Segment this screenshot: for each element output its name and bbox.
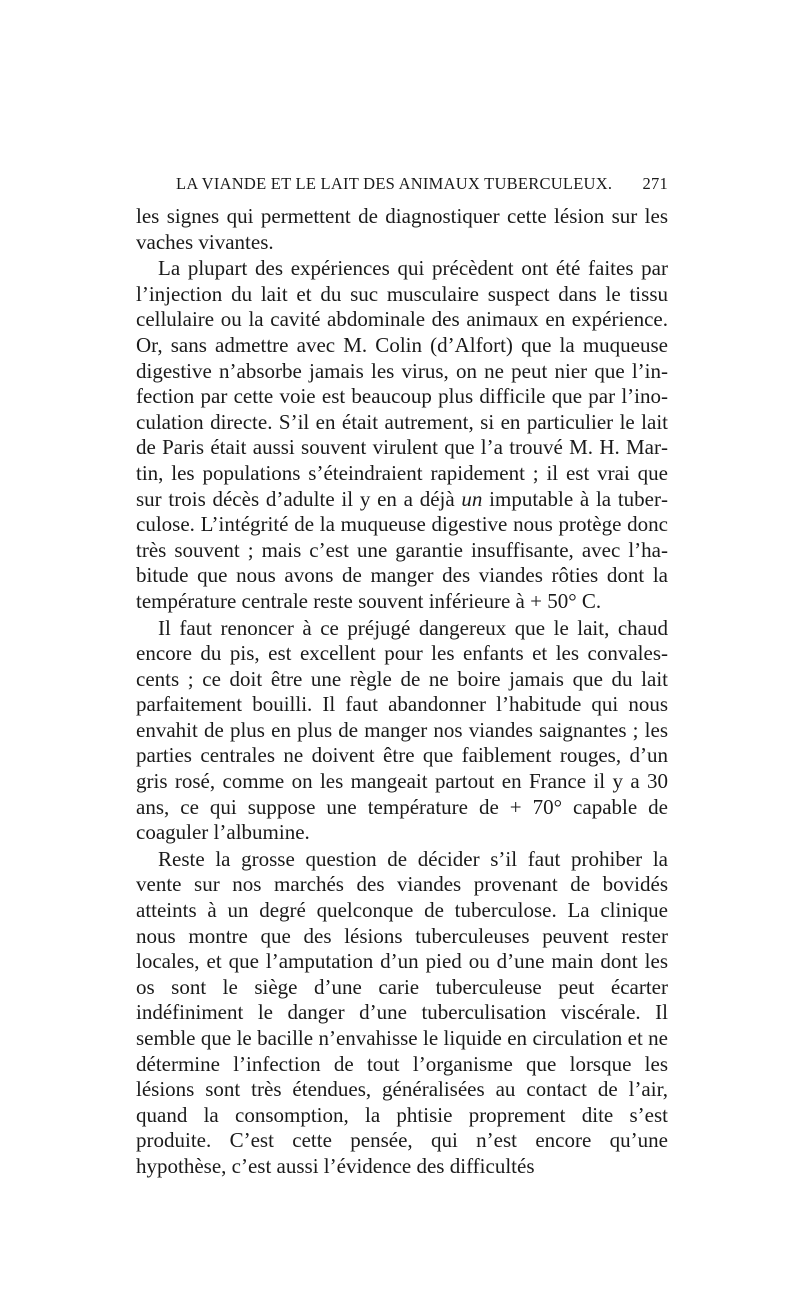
paragraph-continued: les signes qui permettent de diagnostiquer cette lésion sur les vaches vivantes.: [136, 204, 668, 254]
paragraph-lait-bouilli: Il faut renoncer à ce préjugé dangereux que le lait, chaud encore du pis, est excellent pour les enfants et les convalescents ; ce doit être une règle de ne boire jamais que du lait parfaitement bouilli. Il faut abandonner l’habitude qui nous envahit de plus en plus de manger nos viandes saignantes ; les parties centrales ne doivent être que faiblement rouges, d’un gris rosé, comme on les mangeait partout en France il y a 30 ans, ce qui suppose une température de + 70° capable de coaguler l’albumine.: [136, 615, 668, 845]
paragraph-prohibition: Reste la grosse question de décider s’il faut prohiber la vente sur nos marchés des viandes provenant de bovidés atteints à un degré quelconque de tuberculose. La clinique nous montre que des lésions tuberculeuses peuvent rester locales, et que l’amputation d’un pied ou d’une main dont les os sont le siège d’une carie tuberculeuse peut écarter indéfiniment le danger d’une tuberculisation viscérale. Il semble que le bacille n’envahisse le liquide en circulation et ne détermine l’infection de tout l’organisme que lorsque les lésions sont très étendues, généralisées au contact de l’air, quand la consomption, la phtisie proprement dite s’est produite. C’est cette pensée, qui n’est encore qu’une hypothèse, c’est aussi l’évidence des difficultés: [136, 846, 668, 1178]
emphasis-un: un: [461, 486, 483, 511]
paragraph-experiences-text: La plupart des expériences qui précèdent ont été faites par l’injection du lait et du suc musculaire suspect dans le tissu cellulaire ou la cavité abdominale des animaux en expérience. Or, sans admettre avec M. Colin (d’Alfort) que la muqueuse digestive n’absorbe jamais les virus, on ne peut nier que l’infection par cette voie est beaucoup plus difficile que par l’inoculation directe. S’il en était autrement, si en particulier le lait de Paris était aussi souvent virulent que l’a trouvé M. H. Martin, les populations s’éteindraient rapidement ; il est vrai que sur trois décès d’adulte il y en a déjà: [136, 256, 668, 511]
page-number: 271: [642, 174, 668, 193]
running-header: [136, 174, 668, 198]
body-text: [136, 204, 668, 1180]
running-title: LA VIANDE ET LE LAIT DES ANIMAUX TUBERCULEUX.: [176, 174, 613, 193]
paragraph-experiences: [136, 256, 668, 614]
paragraph-experiences-tail: imputable à la tuberculose. L’intégrité de la muqueuse digestive nous protège donc très souvent ; mais c’est une garantie insuffisante, avec l’habitude que nous avons de manger des viandes rôties dont la température centrale reste souvent inférieure à + 50° C.: [136, 486, 668, 613]
